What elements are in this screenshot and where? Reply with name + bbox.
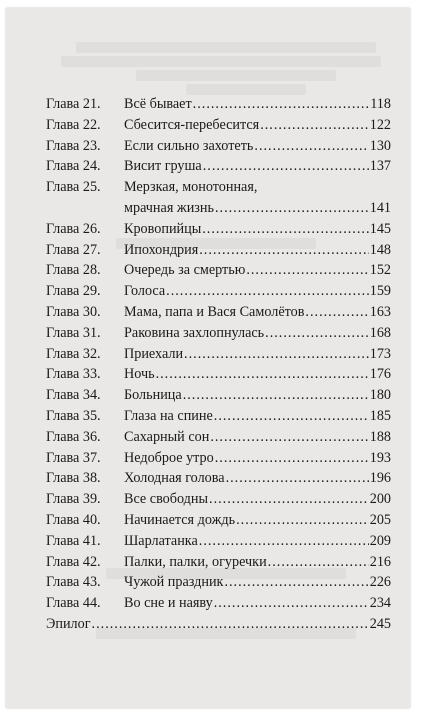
page-number: 196 (369, 470, 391, 487)
chapter-number: Глава 37. (46, 449, 101, 466)
chapter-title: Голоса (124, 283, 166, 300)
toc-entry (46, 177, 391, 198)
dot-leader (226, 468, 369, 489)
toc-entry (46, 552, 391, 573)
chapter-title: Чужой праздник (124, 574, 224, 591)
chapter-title: Приехали (124, 345, 184, 362)
chapter-title: Недоброе утро (124, 449, 214, 466)
chapter-title: Если сильно захотеть (124, 137, 254, 154)
toc-entry (46, 219, 391, 240)
dot-leader (236, 510, 369, 531)
dot-leader (305, 302, 368, 323)
toc-entry (46, 136, 391, 157)
chapter-number: Глава 39. (46, 491, 101, 508)
chapter-title: Эпилог (46, 615, 91, 632)
chapter-number: Глава 36. (46, 428, 101, 445)
chapter-number: Глава 31. (46, 324, 101, 341)
toc-entry (46, 115, 391, 136)
chapter-number: Глава 22. (46, 116, 101, 133)
chapter-title: Сахарный сон (124, 428, 210, 445)
chapter-number: Глава 27. (46, 241, 101, 258)
chapter-number: Глава 40. (46, 511, 101, 528)
chapter-number: Глава 21. (46, 96, 101, 112)
chapter-title: Кровопийцы (124, 220, 202, 237)
toc-entry (46, 260, 391, 281)
page-number: 130 (369, 137, 391, 154)
page-number: 200 (369, 491, 391, 508)
chapter-number: Глава 23. (46, 137, 101, 154)
dot-leader (199, 240, 368, 261)
table-of-contents (46, 94, 391, 635)
chapter-number: Глава 29. (46, 283, 101, 300)
page-number: 185 (369, 407, 391, 424)
chapter-title: Холодная голова (124, 470, 225, 487)
toc-entry (46, 510, 391, 531)
chapter-title: Палки, палки, огуречки (124, 553, 267, 570)
page-number: 188 (369, 428, 391, 445)
toc-entry (46, 344, 391, 365)
chapter-title: Мама, папа и Вася Самолётов (124, 303, 305, 320)
toc-entry (46, 614, 391, 635)
chapter-title: Глаза на спине (124, 407, 213, 424)
page-number: 137 (369, 158, 391, 175)
dot-leader (260, 115, 369, 136)
page-number: 118 (370, 96, 391, 112)
toc-entry (46, 240, 391, 261)
dot-leader (202, 219, 368, 240)
chapter-title: Ипохондрия (124, 241, 199, 258)
chapter-number: Глава 43. (46, 574, 101, 591)
chapter-title: Очередь за смертью (124, 262, 246, 279)
chapter-title: Во сне и наяву (124, 595, 213, 612)
toc-entry (46, 156, 391, 177)
chapter-number: Глава 26. (46, 220, 101, 237)
toc-entry (46, 593, 391, 614)
book-page (6, 8, 410, 708)
toc-entry (46, 385, 391, 406)
chapter-number: Глава 24. (46, 158, 101, 175)
chapter-title: Больница (124, 387, 182, 404)
page-number: 173 (369, 345, 391, 362)
page-number: 193 (369, 449, 391, 466)
chapter-title: Шарлатанка (124, 532, 198, 549)
dot-leader (214, 593, 369, 614)
dot-leader (166, 281, 369, 302)
dot-leader (203, 156, 369, 177)
dot-leader (184, 344, 369, 365)
dot-leader (268, 552, 369, 573)
toc-entry (46, 364, 391, 385)
page-number: 209 (369, 532, 391, 549)
chapter-title: Начинается дождь (124, 511, 236, 528)
chapter-number: Глава 35. (46, 407, 101, 424)
chapter-number: Глава 38. (46, 470, 101, 487)
chapter-title: Всё бывает (124, 96, 192, 112)
chapter-number: Глава 33. (46, 366, 101, 383)
chapter-title: Мерзкая, монотонная, (124, 179, 258, 196)
dot-leader (265, 323, 369, 344)
page-number: 168 (369, 324, 391, 341)
toc-entry (46, 468, 391, 489)
dot-leader (92, 614, 369, 635)
page-number: 176 (369, 366, 391, 383)
page-number: 141 (369, 199, 391, 216)
toc-entry (46, 94, 391, 115)
chapter-number: Глава 25. (46, 179, 101, 196)
chapter-number: Глава 44. (46, 595, 101, 612)
page-number: 163 (369, 303, 391, 320)
chapter-title: Раковина захлопнулась (124, 324, 265, 341)
dot-leader (156, 364, 369, 385)
toc-entry (46, 302, 391, 323)
toc-entry (46, 427, 391, 448)
page-number: 245 (369, 615, 391, 632)
dot-leader (210, 427, 368, 448)
toc-entry (46, 323, 391, 344)
chapter-number: Глава 28. (46, 262, 101, 279)
dot-leader (199, 531, 369, 552)
dot-leader (214, 406, 369, 427)
chapter-number: Глава 41. (46, 532, 101, 549)
page-number: 226 (369, 574, 391, 591)
dot-leader (183, 385, 369, 406)
chapter-number: Глава 30. (46, 303, 101, 320)
page-number: 145 (369, 220, 391, 237)
page-number: 122 (369, 116, 391, 133)
dot-leader (215, 448, 369, 469)
chapter-number: Глава 42. (46, 553, 101, 570)
toc-entry (46, 489, 391, 510)
page-number: 205 (369, 511, 391, 528)
chapter-title: Висит груша (124, 158, 202, 175)
dot-leader (215, 198, 369, 219)
chapter-title: мрачная жизнь (124, 199, 214, 216)
toc-entry (46, 448, 391, 469)
page-number: 152 (369, 262, 391, 279)
toc-entry (46, 198, 391, 219)
dot-leader (193, 94, 370, 115)
chapter-number: Глава 32. (46, 345, 101, 362)
toc-entry (46, 406, 391, 427)
page-number: 216 (369, 553, 391, 570)
page-number: 159 (369, 283, 391, 300)
toc-entry (46, 572, 391, 593)
chapter-title: Сбесится-перебесится (124, 116, 260, 133)
chapter-number: Глава 34. (46, 387, 101, 404)
page-number: 180 (369, 387, 391, 404)
dot-leader (209, 489, 369, 510)
page-number: 148 (369, 241, 391, 258)
chapter-title: Ночь (124, 366, 155, 383)
toc-entry (46, 531, 391, 552)
chapter-title: Все свободны (124, 491, 209, 508)
dot-leader (246, 260, 368, 281)
page-number: 234 (369, 595, 391, 612)
toc-entry (46, 281, 391, 302)
dot-leader (224, 572, 368, 593)
dot-leader (254, 136, 368, 157)
